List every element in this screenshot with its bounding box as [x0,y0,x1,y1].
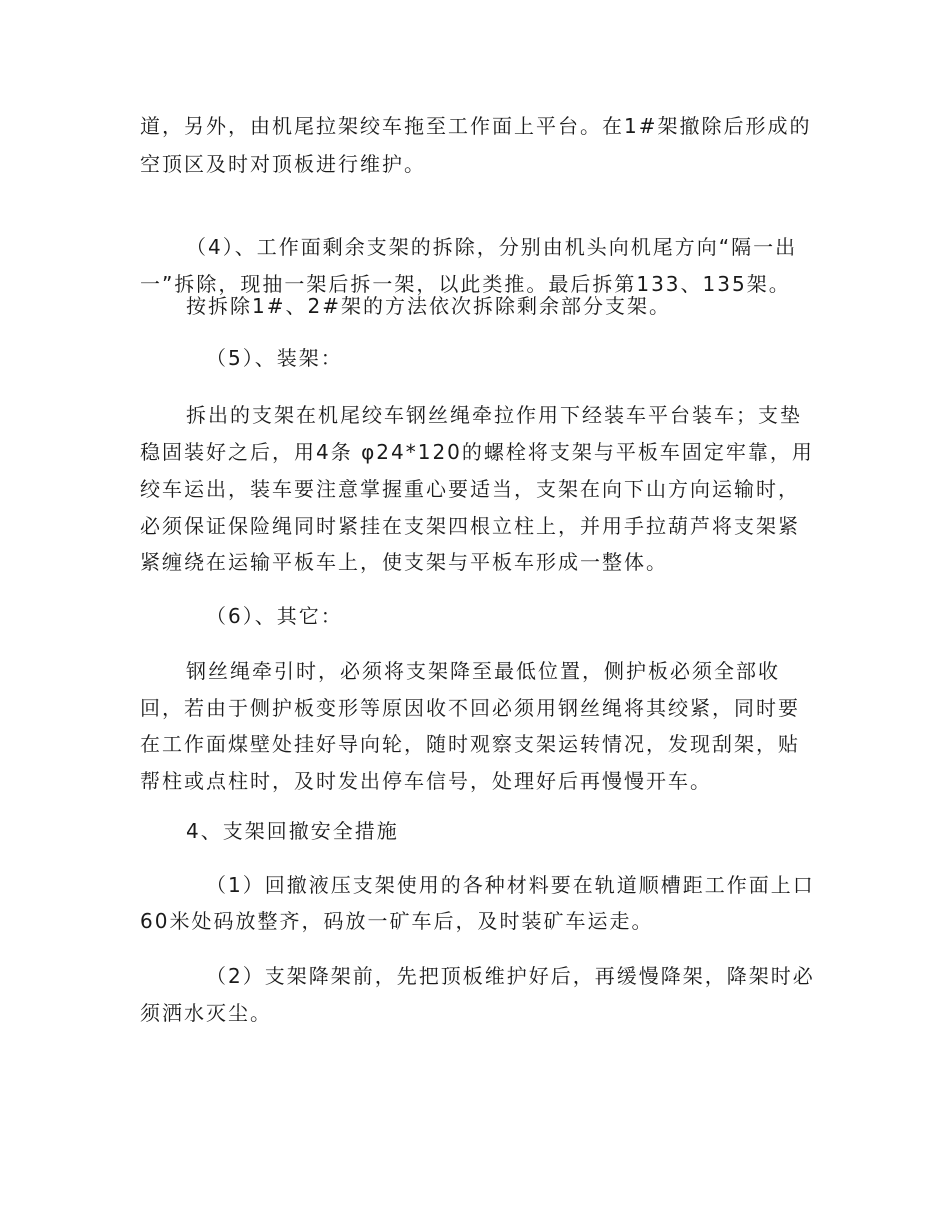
text-line: 空顶区及时对顶板进行维护。 [140,152,426,176]
text-line: 一”拆除，现抽一架后拆一架，以此类推。最后拆第133、135架。 [140,272,791,296]
text-line: 帮柱或点柱时，及时发出停车信号，处理好后再慢慢开车。 [140,769,712,793]
text-line: （5）、装架： [206,346,343,370]
text-line: 绞车运出，装车要注意掌握重心要适当，支架在向下山方向运输时， [140,477,800,501]
text-line: 在工作面煤壁处挂好导向轮，随时观察支架运转情况，发现刮架，贴 [140,732,800,756]
text-line: 稳固装好之后，用4条 φ24*120的螺栓将支架与平板车固定牢靠，用 [140,440,814,464]
text-line: 按拆除1#、2#架的方法依次拆除剩余部分支架。 [186,294,671,318]
text-line: （4）、工作面剩余支架的拆除，分别由机头向机尾方向“隔一出 [186,235,798,259]
text-line: 道，另外，由机尾拉架绞车拖至工作面上平台。在1#架撤除后形成的 [140,114,812,138]
text-line: 钢丝绳牵引时，必须将支架降至最低位置，侧护板必须全部收 [186,659,780,683]
text-line: 60米处码放整齐，码放一矿车后，及时装矿车运走。 [140,909,654,933]
text-line: 必须保证保险绳同时紧挂在支架四根立柱上，并用手拉葫芦将支架紧 [140,514,800,538]
text-line: （1）回撤液压支架使用的各种材料要在轨道顺槽距工作面上口 [206,873,815,897]
text-line: 须洒水灭尘。 [140,1001,272,1025]
text-line: 紧缠绕在运输平板车上，使支架与平板车形成一整体。 [140,550,668,574]
section-heading: 4、支架回撤安全措施 [186,819,399,843]
text-line: （2）支架降架前，先把顶板维护好后，再缓慢降架，降架时必 [206,964,815,988]
text-line: 回，若由于侧护板变形等原因收不回必须用钢丝绳将其绞紧，同时要 [140,696,800,720]
text-line: （6）、其它： [206,604,343,628]
text-line: 拆出的支架在机尾绞车钢丝绳牵拉作用下经装车平台装车；支垫 [186,403,802,427]
